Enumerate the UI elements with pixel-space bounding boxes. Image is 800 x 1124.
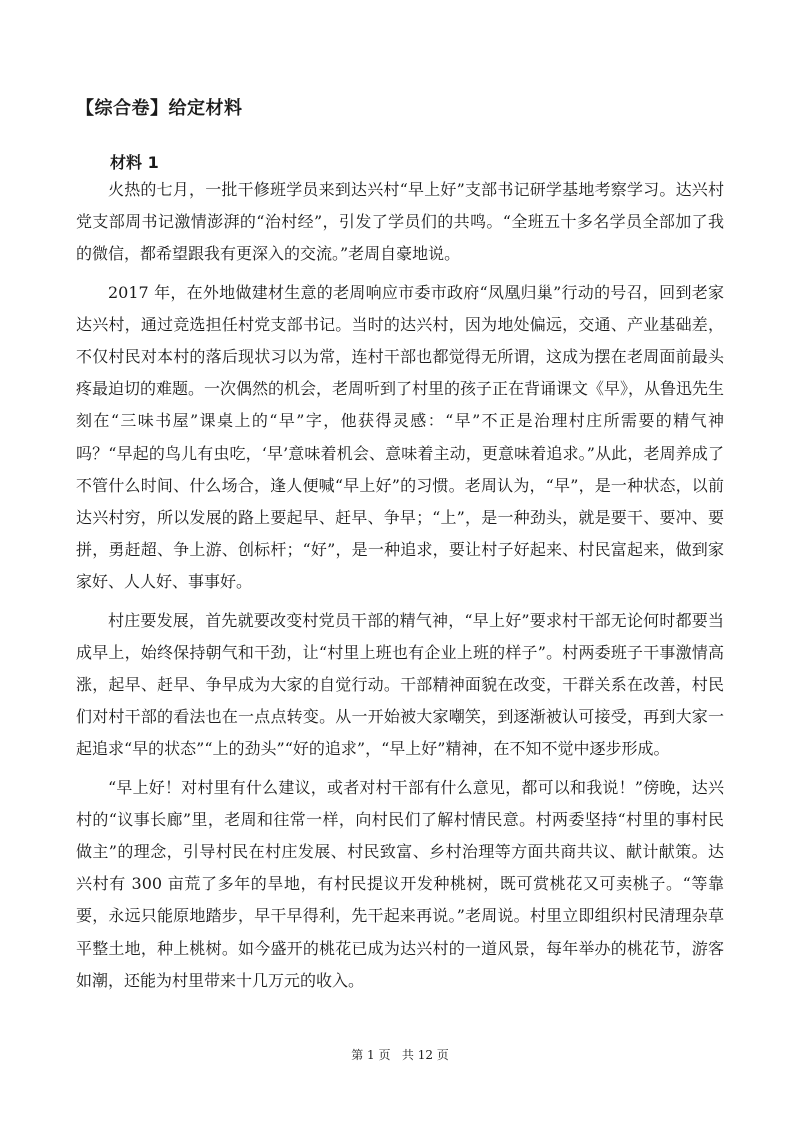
- paragraph: “早上好！对村里有什么建议，或者对村干部有什么意见，都可以和我说！”傍晚，达兴村的“议事长廊”里，老周和往常一样，向村民们了解村情民意。村两委坚持“村里的事村民做主”的理念，引导村民在村庄发展、村民致富、乡村治理等方面共商共议、献计献策。达兴村有 300 亩荒了多年的旱地，有村民提议开发种桃树，既可赏桃花又可卖桃子。“等靠要，永远只能原地踏步，早干早得利，先干起来再说。”老周说。村里立即组织村民清理杂草平整土地，种上桃树。如今盛开的桃花已成为达兴村的一道风景，每年举办的桃花节，游客如潮，还能为村里带来十几万元的收入。: [76, 777, 724, 990]
- document-body: [76, 174, 724, 1003]
- section-heading: 材料 1: [110, 153, 159, 172]
- document-title: 【综合卷】给定材料: [76, 98, 243, 119]
- paragraph: 火热的七月，一批干修班学员来到达兴村“早上好”支部书记研学基地考察学习。达兴村党支部周书记激情澎湃的“治村经”，引发了学员们的共鸣。“全班五十多名学员全部加了我的微信，都希望跟我有更深入的交流。”老周自豪地说。: [76, 180, 724, 264]
- page-number: 第 1 页: [351, 1048, 391, 1062]
- paragraph: 2017 年，在外地做建材生意的老周响应市委市政府“凤凰归巢”行动的号召，回到老家达兴村，通过竞选担任村党支部书记。当时的达兴村，因为地处偏远，交通、产业基础差，不仅村民对本村的落后现状习以为常，连村干部也都觉得无所谓，这成为摆在老周面前最头疼最迫切的难题。一次偶然的机会，老周听到了村里的孩子正在背诵课文《早》，从鲁迅先生刻在“三味书屋”课桌上的“早”字，他获得灵感：“早”不正是治理村庄所需要的精气神吗？“早起的鸟儿有虫吃，‘早’意味着机会、意味着主动，更意味着追求。”从此，老周养成了不管什么时间、什么场合，逢人便喊“早上好”的习惯。老周认为，“早”，是一种状态，以前达兴村穷，所以发展的路上要起早、赶早、争早；“上”，是一种劲头，就是要干、要冲、要拼，勇赶超、争上游、创标杆；“好”，是一种追求，要让村子好起来、村民富起来，做到家家好、人人好、事事好。: [76, 282, 725, 592]
- page-footer: [0, 1046, 800, 1063]
- page-total: 共 12 页: [401, 1048, 449, 1062]
- paragraph: 村庄要发展，首先就要改变村党员干部的精气神，“早上好”要求村干部无论何时都要当成早上，始终保持朝气和干劲，让“村里上班也有企业上班的样子”。村两委班子干事激情高涨，起早、赶早、争早成为大家的自觉行动。干部精神面貌在改变，干群关系在改善，村民们对村干部的看法也在一点点转变。从一开始被大家嘲笑，到逐渐被认可接受，再到大家一起追求“早的状态”“上的劲头”“好的追求”，“早上好”精神，在不知不觉中逐步形成。: [76, 610, 724, 759]
